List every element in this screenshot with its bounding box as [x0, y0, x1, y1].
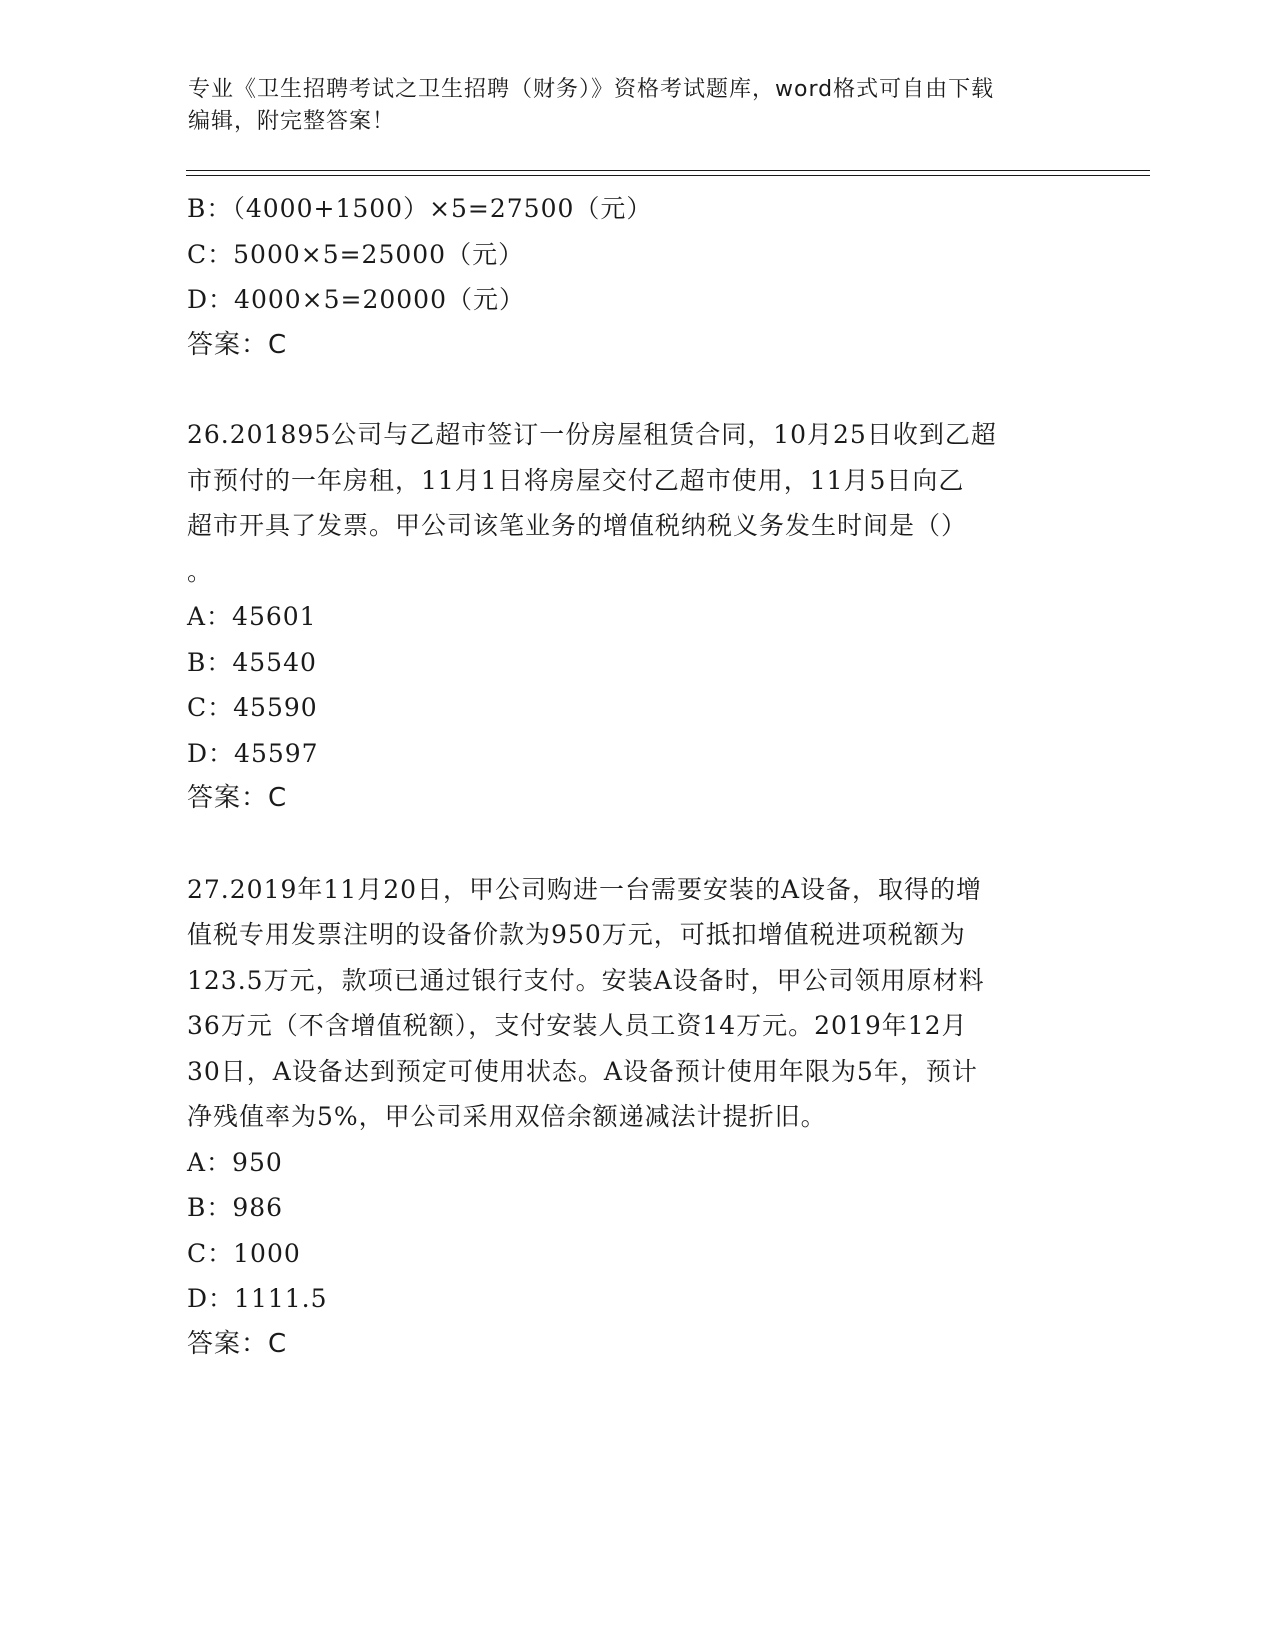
- option-d: D：1111.5: [187, 1284, 328, 1313]
- question-list: [187, 186, 1087, 1367]
- answer-label: 答案：C: [187, 783, 288, 813]
- header-line-2: 编辑，附完整答案！: [188, 109, 396, 134]
- question-stem-line: 123.5万元，款项已通过银行支付。安装A设备时，甲公司领用原材料: [187, 965, 985, 995]
- header-line-1: 专业《卫生招聘考试之卫生招聘（财务）》资格考试题库，word格式可自由下载: [188, 77, 995, 102]
- spacer: [187, 822, 1087, 867]
- question-27-block: [187, 867, 1087, 1368]
- option-c: C：45590: [187, 693, 318, 722]
- header-divider-bottom: [186, 175, 1150, 176]
- option-a: A：950: [187, 1147, 283, 1177]
- answer-label: 答案：C: [187, 1328, 288, 1359]
- option-b: B：986: [187, 1193, 284, 1222]
- question-stem-line: 27.2019年11月20日，甲公司购进一台需要安装的A设备，取得的增: [187, 874, 983, 904]
- option-b: B：（4000+1500）×5=27500（元）: [187, 194, 653, 223]
- question-stem-line: 。: [187, 556, 214, 586]
- question-stem-line: 36万元（不含增值税额），支付安装人员工资14万元。2019年12月: [187, 1011, 968, 1040]
- option-a: A：45601: [187, 602, 317, 631]
- option-c: C：5000×5=25000（元）: [187, 239, 525, 269]
- option-d: D：45597: [187, 738, 319, 768]
- answer-label: 答案：C: [187, 329, 288, 360]
- question-stem-line: 值税专用发票注明的设备价款为950万元，可抵扣增值税进项税额为: [187, 920, 966, 949]
- document-header: [188, 74, 1088, 138]
- question-stem-line: 超市开具了发票。甲公司该笔业务的增值税纳税义务发生时间是（）: [187, 511, 968, 540]
- question-stem-line: 市预付的一年房租，11月1日将房屋交付乙超市使用，11月5日向乙: [187, 465, 965, 495]
- question-stem-line: 30日，A设备达到预定可使用状态。A设备预计使用年限为5年，预计: [187, 1056, 978, 1086]
- spacer: [187, 368, 1087, 412]
- question-stem-line: 净残值率为5%，甲公司采用双倍余额递减法计提折旧。: [187, 1102, 827, 1131]
- option-d: D：4000×5=20000（元）: [187, 285, 525, 314]
- option-b: B：45540: [187, 647, 317, 677]
- header-divider-top: [186, 170, 1150, 171]
- question-26-block: [187, 412, 1087, 822]
- question-stem-line: 26.201895公司与乙超市签订一份房屋租赁合同，10月25日收到乙超: [187, 420, 997, 449]
- question-25-block: [187, 186, 1087, 368]
- option-c: C：1000: [187, 1238, 301, 1268]
